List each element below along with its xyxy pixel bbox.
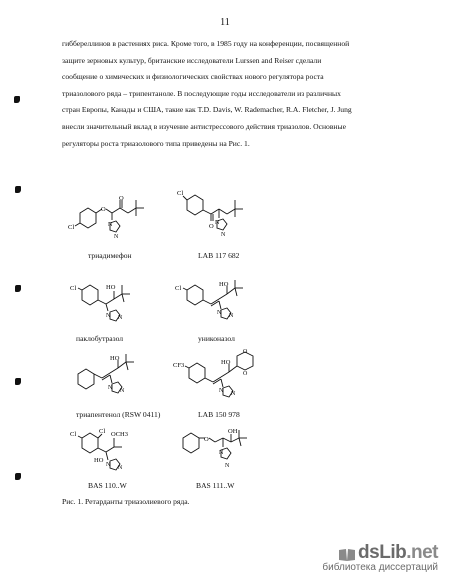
paragraph-line: защите зерновых культур, британские исследователи Lurssen and Reiser сделали — [62, 55, 322, 65]
binder-hole-mark — [15, 473, 21, 480]
page-number: 11 — [220, 17, 230, 28]
compound-label: униконазол — [198, 334, 235, 343]
atom-n: N — [219, 388, 224, 394]
compound-label: BAS 110..W — [88, 481, 127, 490]
paragraph-line: гиббереллинов в растениях риса. Кроме того, в 1985 году на конференции, посвященной — [62, 39, 350, 48]
structure-lab-117-682 — [173, 184, 273, 249]
atom-n: N — [215, 220, 220, 226]
atom-ho: HO — [110, 355, 120, 362]
atom-o: O — [204, 436, 209, 443]
atom-ho: HO — [106, 284, 116, 291]
atom-n: N — [108, 385, 113, 391]
atom-o: O — [243, 371, 248, 377]
compound-label: LAB 150 978 — [198, 410, 240, 419]
compound-label: LAB 117 682 — [198, 251, 240, 260]
atom-o: O — [209, 223, 214, 230]
paragraph-line: регуляторы роста триазолового типа приведены на Рис. 1. — [62, 138, 250, 148]
atom-ho: HO — [219, 281, 229, 288]
binder-hole-mark — [15, 285, 21, 292]
atom-cl: Cl — [70, 285, 77, 292]
atom-cl: Cl — [68, 224, 75, 231]
atom-n: N — [114, 234, 119, 240]
atom-n: N — [217, 310, 222, 316]
structure-bas-111-w — [173, 424, 273, 484]
atom-n: N — [118, 315, 123, 321]
atom-n: N — [106, 462, 111, 468]
atom-o: O — [119, 195, 124, 202]
structure-paclobutrazol — [68, 274, 168, 334]
compound-label: триапентенол (RSW 0411) — [76, 410, 161, 419]
atom-cl: Cl — [175, 285, 182, 292]
paragraph-line: стран Европы, Канады и США, такие как T.D. Davis, W. Rademacher, R.A. Fletcher, J. Jung — [62, 105, 352, 115]
atom-n: N — [231, 391, 236, 397]
atom-cl: Cl — [70, 431, 77, 438]
compound-label: триадимефон — [88, 251, 132, 260]
binder-hole-mark — [14, 96, 20, 103]
paragraph-line: триазолового ряда – трипентаноле. В последующие годы исследователи из различных — [62, 88, 341, 98]
structure-uniconazole — [173, 274, 273, 334]
atom-ho: HO — [221, 359, 231, 366]
atom-och3: OCH3 — [111, 431, 128, 438]
compound-label: паклобутразол — [76, 334, 124, 343]
atom-cl: Cl — [99, 428, 106, 435]
compound-label: BAS 111..W — [196, 481, 235, 490]
atom-n: N — [118, 465, 123, 471]
structure-lab-150-978 — [173, 350, 273, 410]
atom-n: N — [229, 313, 234, 319]
structure-triadimefon — [68, 195, 168, 250]
binder-hole-mark — [15, 378, 21, 385]
structure-bas-110-w — [68, 424, 168, 484]
atom-n: N — [120, 388, 125, 394]
atom-n: N — [108, 222, 113, 228]
structure-triapentenol — [68, 352, 168, 412]
atom-n: N — [106, 313, 111, 319]
dslib-logo: dsLib.net — [322, 542, 438, 564]
atom-o: O — [101, 206, 106, 213]
atom-ho: HO — [94, 457, 104, 464]
atom-n: N — [221, 232, 226, 238]
book-icon — [338, 546, 356, 560]
atom-cl: Cl — [177, 190, 184, 197]
atom-oh: OH — [228, 428, 238, 435]
paragraph-line: сообщение о химических и физиологических свойствах нового регулятора роста — [62, 72, 324, 82]
atom-n: N — [225, 463, 230, 469]
paragraph-line: внесли значительный вклад в изучение антистрессового действия триазолов. Основные — [62, 121, 346, 131]
dslib-watermark — [322, 542, 438, 573]
binder-hole-mark — [15, 186, 21, 193]
body-paragraph — [62, 36, 380, 152]
atom-cf3: CF3 — [173, 362, 185, 369]
atom-n: N — [219, 450, 224, 456]
figure-caption: Рис. 1. Ретарданты триазолиевого ряда. — [62, 497, 190, 506]
dslib-tagline: библиотека диссертаций — [322, 562, 438, 573]
atom-o: O — [243, 349, 248, 355]
